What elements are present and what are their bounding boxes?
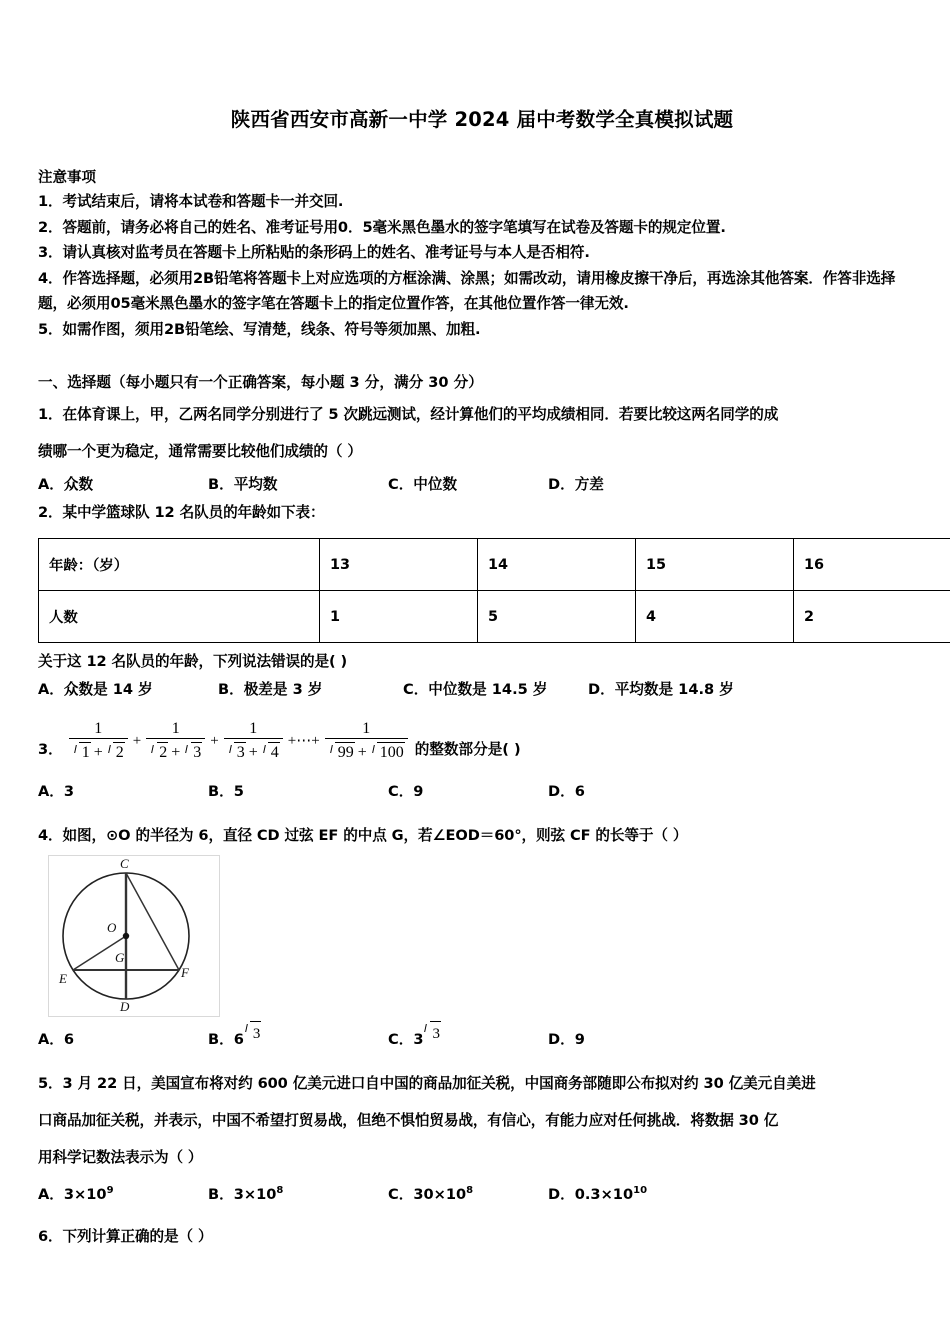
option-a[interactable]: A．众数是 14 岁 <box>38 681 153 698</box>
notice-item: 1．考试结束后，请将本试卷和答题卡一并交回. <box>38 193 344 210</box>
question-2-stem: 2．某中学篮球队 12 名队员的年龄如下表： <box>38 504 325 521</box>
question-3-options <box>38 777 920 807</box>
option-d[interactable] <box>548 1176 647 1210</box>
option-a[interactable] <box>38 1025 208 1055</box>
sqrt-icon: 4 <box>262 740 279 763</box>
notice-item: 2．答题前，请务必将自己的姓名、准考证号用0．5毫米黑色墨水的签字笔填写在试卷及答题卡的规定位置. <box>38 218 726 236</box>
option-b[interactable]: B．极差是 3 岁 <box>218 681 323 698</box>
question-5-stem-line-3: 用科学记数法表示为（ ） <box>38 1149 203 1167</box>
option-d[interactable]: D．平均数是 14.8 岁 <box>588 681 734 698</box>
option-d-prefix: D． <box>548 1031 575 1049</box>
count-cell: 4 <box>636 591 794 643</box>
section-heading: 一、选择题（每小题只有一个正确答案，每小题 3 分，满分 30 分） <box>38 374 483 391</box>
option-b-prefix: B． <box>208 1031 234 1049</box>
label-o: O <box>107 920 117 936</box>
row-label-count: 人数 <box>39 591 320 643</box>
option-b-prefix: B． <box>208 1186 234 1204</box>
denominator: 3 + 4 <box>224 739 283 763</box>
fraction-term <box>69 719 128 763</box>
count-cell: 2 <box>794 591 950 643</box>
option-a-exponent: 9 <box>106 1185 114 1197</box>
center-point-o <box>123 933 129 939</box>
option-a[interactable]: A．众数 <box>38 476 94 493</box>
age-cell: 15 <box>636 539 794 591</box>
option-c-exponent: 8 <box>466 1185 474 1197</box>
option-c[interactable]: C．9 <box>388 783 424 801</box>
question-5-stem-line-2: 口商品加征关税，并表示，中国不希望打贸易战，但绝不惧怕贸易战，有信心，有能力应对任何挑战．将数据 30 亿 <box>38 1112 779 1130</box>
option-b[interactable] <box>208 1176 388 1210</box>
question-2-sub-stem: 关于这 12 名队员的年龄，下列说法错误的是( ) <box>38 653 348 670</box>
document-body <box>0 166 950 1250</box>
table-row <box>39 539 950 591</box>
count-cell: 1 <box>320 591 478 643</box>
option-a[interactable] <box>38 1176 208 1210</box>
fraction-term <box>146 719 205 763</box>
option-d[interactable]: D．6 <box>548 783 585 801</box>
notice-heading: 注意事项 <box>38 170 96 186</box>
age-cell: 14 <box>478 539 636 591</box>
sqrt-icon: 3 <box>228 740 245 763</box>
question-1-options <box>38 470 920 500</box>
label-f: F <box>181 965 189 981</box>
circle-diagram-svg <box>49 856 217 1014</box>
question-3-expression <box>38 719 920 763</box>
question-2-options <box>38 675 920 705</box>
plus-sign: + <box>132 732 142 749</box>
question-1-stem-line-2: 绩哪一个更为稳定，通常需要比较他们成绩的（ ） <box>38 443 362 460</box>
age-cell: 16 <box>794 539 950 591</box>
sqrt-icon: 99 <box>329 740 354 763</box>
chord-cf <box>126 873 179 970</box>
option-b[interactable]: B．5 <box>208 783 244 801</box>
fraction-term <box>224 719 283 763</box>
fraction-term-last <box>325 719 408 763</box>
row-label-age: 年龄：（岁） <box>39 539 320 591</box>
sqrt-icon: 3 <box>244 1019 261 1049</box>
circle-geometry-figure <box>48 855 220 1017</box>
sqrt-icon: 2 <box>107 740 124 763</box>
option-c[interactable]: C．中位数 <box>388 476 458 493</box>
option-b[interactable] <box>208 1025 388 1055</box>
label-e: E <box>59 971 67 987</box>
question-5-stem-line-1: 5．3 月 22 日，美国宣布将对约 600 亿美元进口自中国的商品加征关税，中国商务部随即公布拟对约 30 亿美元自美进 <box>38 1075 816 1093</box>
numerator: 1 <box>362 720 371 737</box>
sqrt-icon: 100 <box>371 740 404 763</box>
question-3-number: 3． <box>38 740 63 758</box>
option-d-prefix: D． <box>548 1186 575 1204</box>
option-b-value: 6 <box>233 1031 244 1049</box>
sqrt-icon: 3 <box>184 740 201 763</box>
option-a-mantissa: 3×10 <box>63 1186 107 1204</box>
denominator: 1 + 2 <box>69 739 128 763</box>
numerator: 1 <box>249 720 258 737</box>
option-c[interactable] <box>388 1025 548 1055</box>
option-c-mantissa: 30×10 <box>413 1186 467 1204</box>
option-b[interactable]: B．平均数 <box>208 476 278 493</box>
option-d-exponent: 10 <box>633 1185 648 1197</box>
denominator: 99 + 100 <box>325 739 408 763</box>
question-3-tail: 的整数部分是( ) <box>414 740 521 758</box>
question-1-stem-line-1: 1．在体育课上，甲，乙两名同学分别进行了 5 次跳远测试，经计算他们的平均成绩相同．若要比较这两名同学的成 <box>38 406 779 423</box>
option-d-mantissa: 0.3×10 <box>574 1186 634 1204</box>
page-title: 陕西省西安市高新一中学 2024 届中考数学全真模拟试题 <box>230 108 734 131</box>
option-c[interactable]: C．中位数是 14.5 岁 <box>403 681 548 698</box>
option-d-value: 9 <box>574 1031 585 1049</box>
option-b-mantissa: 3×10 <box>233 1186 277 1204</box>
option-c[interactable] <box>388 1176 548 1210</box>
label-c: C <box>120 856 129 872</box>
ellipsis-plus: +⋯+ <box>287 732 320 749</box>
label-d: D <box>120 999 130 1015</box>
question-4-stem: 4．如图，⊙O 的半径为 6，直径 CD 过弦 EF 的中点 G，若∠EOD＝60°，则弦 CF 的长等于（ ） <box>38 827 688 845</box>
count-cell: 5 <box>478 591 636 643</box>
option-d[interactable]: D．方差 <box>548 476 604 493</box>
age-cell: 13 <box>320 539 478 591</box>
notice-item: 3．请认真核对监考员在答题卡上所粘贴的条形码上的姓名、准考证号与本人是否相符. <box>38 244 590 261</box>
sqrt-icon: 1 <box>73 740 90 763</box>
notice-item: 5．如需作图，须用2B铅笔绘、写清楚，线条、符号等须加黑、加粗. <box>38 320 481 338</box>
sqrt-icon: 2 <box>150 740 167 763</box>
option-c-value: 3 <box>413 1031 424 1049</box>
option-c-prefix: C． <box>388 1186 414 1204</box>
option-a[interactable]: A．3 <box>38 783 75 801</box>
plus-sign: + <box>210 732 219 749</box>
numerator: 1 <box>94 720 103 737</box>
option-a-prefix: A． <box>38 1186 64 1204</box>
option-d[interactable] <box>548 1025 585 1055</box>
denominator: 2 + 3 <box>146 739 205 763</box>
question-4-options <box>38 1025 920 1055</box>
option-c-prefix: C． <box>388 1031 414 1049</box>
table-row <box>39 591 950 643</box>
age-distribution-table <box>38 538 950 643</box>
notice-item: 4．作答选择题，必须用2B铅笔将答题卡上对应选项的方框涂满、涂黑；如需改动，请用橡皮擦干净后，再选涂其他答案．作答非选择题，必须用05毫米黑色墨水的签字笔在答题卡上的指定位置作答，在其他位置作答一律无效. <box>38 269 896 312</box>
option-a-prefix: A． <box>38 1031 64 1049</box>
option-a-value: 6 <box>63 1031 75 1049</box>
numerator: 1 <box>171 720 180 737</box>
question-6-stem: 6．下列计算正确的是（ ） <box>38 1228 213 1246</box>
label-g: G <box>115 950 125 966</box>
question-5-options <box>38 1176 920 1210</box>
sqrt-icon: 3 <box>423 1019 440 1049</box>
option-b-exponent: 8 <box>276 1185 284 1197</box>
